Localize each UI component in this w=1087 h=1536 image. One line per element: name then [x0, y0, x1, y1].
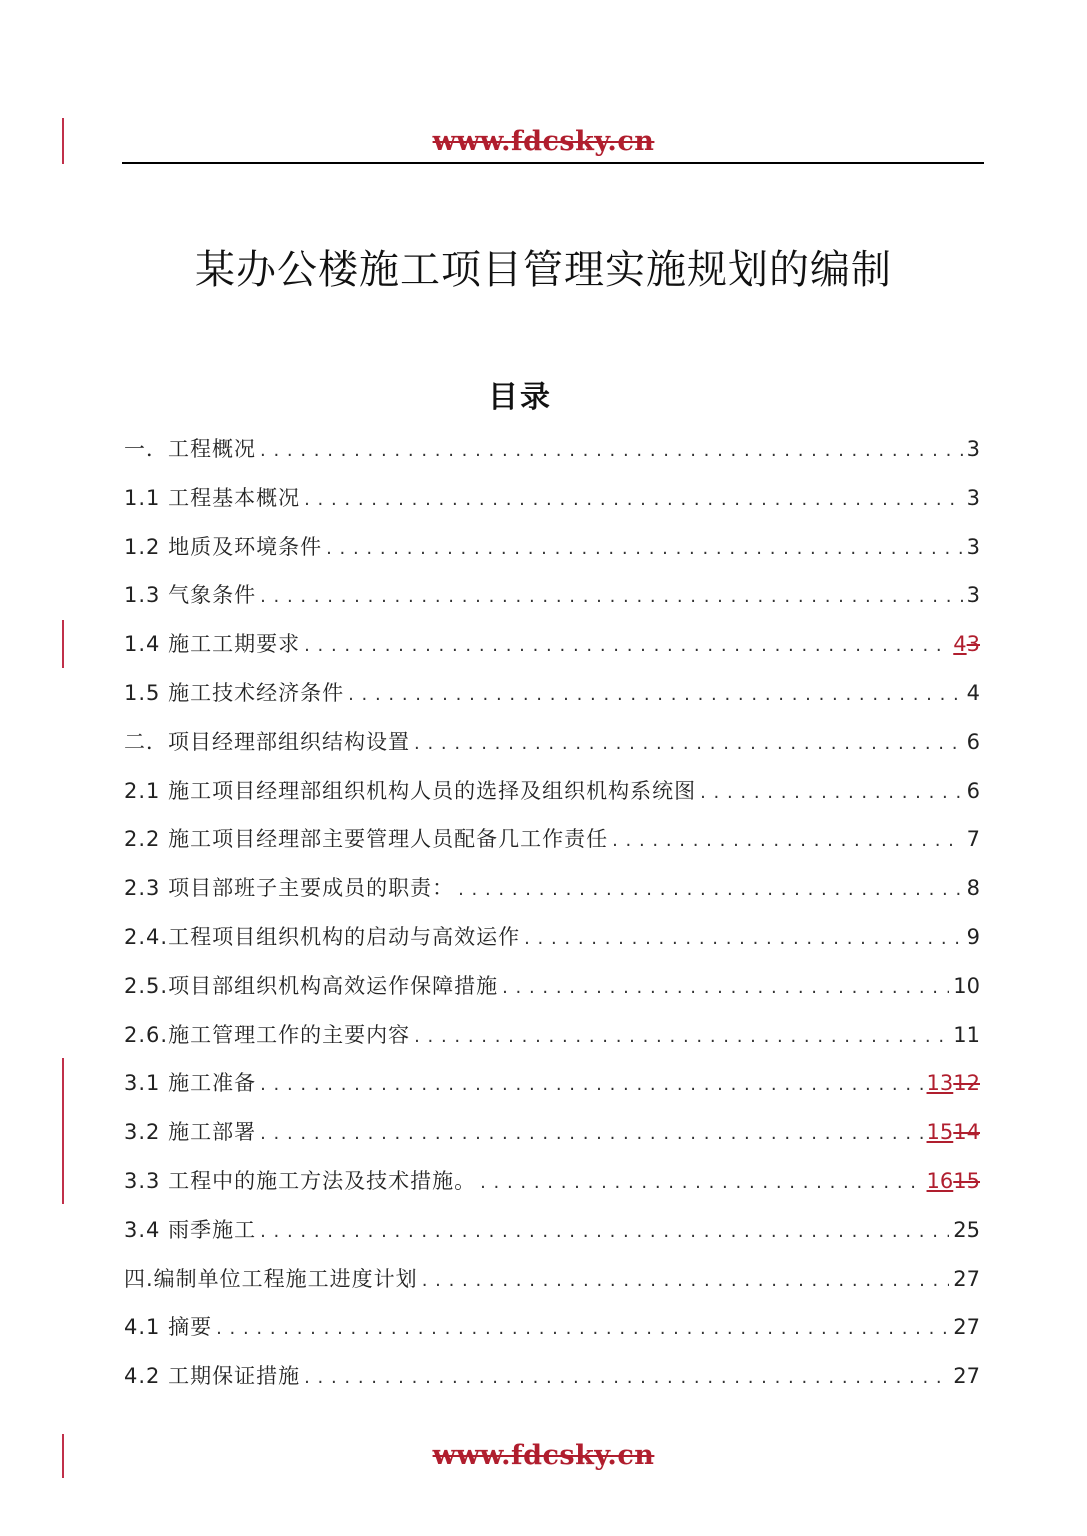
toc-entry[interactable]: [124, 425, 980, 474]
header-site-link[interactable]: www.fdcsky.cn: [432, 126, 655, 157]
footer-site-link[interactable]: www.fdcsky.cn: [432, 1440, 655, 1471]
inserted-page-number: 15: [926, 1120, 954, 1145]
toc-entry-label: 4.1 摘要: [124, 1315, 213, 1340]
toc-heading: 目录: [488, 380, 552, 415]
toc-entry[interactable]: [124, 767, 980, 816]
toc-page-number: [927, 1108, 980, 1157]
deleted-page-number: 12: [953, 1071, 980, 1096]
toc-dot-leader: [502, 964, 949, 1013]
toc-entry-label: 3.3 工程中的施工方法及技术措施。: [124, 1168, 477, 1193]
header-rule: [122, 162, 984, 164]
toc-page-number: 3: [966, 437, 980, 461]
toc-entry-label: 二．项目经理部组织结构设置: [124, 729, 410, 754]
toc-dot-leader: [422, 1257, 950, 1306]
toc-dot-leader: [348, 671, 963, 720]
toc-entry[interactable]: [124, 1206, 980, 1255]
toc-dot-leader: [700, 769, 963, 818]
toc-dot-leader: [414, 1013, 949, 1062]
toc-entry[interactable]: [124, 815, 980, 864]
toc-entry-label: 2.5.项目部组织机构高效运作保障措施: [124, 973, 499, 998]
toc-dot-leader: [458, 866, 963, 915]
toc-dot-leader: [414, 720, 963, 769]
toc-page-number: [927, 1059, 980, 1108]
toc-page-number: 27: [953, 1315, 980, 1340]
toc-entry[interactable]: [124, 962, 980, 1011]
toc-page-number: 7: [966, 827, 980, 852]
toc-dot-leader: [304, 476, 963, 525]
toc-page-number: [953, 620, 980, 669]
toc-entry-label: 3.2 施工部署: [124, 1120, 257, 1145]
toc-entry-label: 2.4.工程项目组织机构的启动与高效运作: [124, 924, 521, 949]
toc-page-number: 27: [953, 1364, 980, 1389]
revision-bar-3-x: [62, 1058, 64, 1204]
toc-entry[interactable]: [124, 571, 980, 620]
toc-page-number: 10: [953, 973, 980, 998]
toc-dot-leader: [480, 1159, 922, 1208]
toc-entry-label: 1.2 地质及环境条件: [124, 534, 323, 559]
deleted-page-number: 3: [966, 632, 980, 657]
toc-entry[interactable]: [124, 620, 980, 669]
toc-dot-leader: [326, 525, 963, 574]
table-of-contents: [124, 425, 980, 1401]
toc-entry[interactable]: [124, 1255, 980, 1304]
toc-page-number: 27: [953, 1266, 980, 1291]
toc-dot-leader: [260, 1061, 922, 1110]
toc-dot-leader: [216, 1305, 949, 1354]
toc-entry-label: 3.1 施工准备: [124, 1071, 257, 1096]
toc-entry-label: 1.3 气象条件: [124, 583, 257, 608]
toc-entry[interactable]: [124, 669, 980, 718]
toc-page-number: 3: [966, 534, 980, 559]
toc-entry[interactable]: [124, 864, 980, 913]
toc-dot-leader: [260, 573, 963, 622]
toc-entry-label: 1.5 施工技术经济条件: [124, 680, 345, 705]
toc-page-number: 11: [953, 1022, 980, 1047]
toc-dot-leader: [524, 915, 963, 964]
toc-entry[interactable]: [124, 718, 980, 767]
deleted-page-number: 15: [953, 1168, 980, 1193]
toc-entry[interactable]: [124, 1303, 980, 1352]
deleted-page-number: 14: [953, 1120, 980, 1145]
toc-page-number: 9: [966, 924, 980, 949]
toc-page-number: 25: [953, 1217, 980, 1242]
toc-page-number: 6: [966, 778, 980, 803]
toc-entry[interactable]: [124, 1108, 980, 1157]
toc-dot-leader: [260, 1208, 949, 1257]
toc-page-number: 3: [966, 485, 980, 510]
inserted-page-number: 13: [926, 1071, 954, 1096]
revision-bar-1-4: [62, 620, 64, 668]
toc-entry-label: 2.2 施工项目经理部主要管理人员配备几工作责任: [124, 827, 609, 852]
toc-entry-label: 4.2 工期保证措施: [124, 1364, 301, 1389]
toc-entry-label: 3.4 雨季施工: [124, 1217, 257, 1242]
toc-page-number: 4: [966, 680, 980, 705]
toc-entry[interactable]: [124, 1352, 980, 1401]
toc-entry[interactable]: [124, 1059, 980, 1108]
toc-entry-label: 四.编制单位工程施工进度计划: [124, 1266, 418, 1291]
toc-entry-label: 2.6.施工管理工作的主要内容: [124, 1022, 411, 1047]
toc-page-number: 3: [966, 583, 980, 608]
toc-dot-leader: [304, 1354, 949, 1403]
toc-page-number: 8: [966, 876, 980, 901]
toc-entry-label: 2.1 施工项目经理部组织机构人员的选择及组织机构系统图: [124, 778, 697, 803]
toc-dot-leader: [260, 427, 963, 476]
toc-entry[interactable]: [124, 1011, 980, 1060]
toc-page-number: [927, 1157, 980, 1206]
toc-entry-label: 2.3 项目部班子主要成员的职责：: [124, 876, 455, 901]
toc-entry-label: 1.1 工程基本概况: [124, 485, 301, 510]
toc-entry-label: 一．工程概况: [124, 437, 256, 461]
toc-entry-label: 1.4 施工工期要求: [124, 632, 301, 657]
toc-page-number: 6: [966, 729, 980, 754]
toc-dot-leader: [612, 817, 963, 866]
toc-entry[interactable]: [124, 523, 980, 572]
document-title: 某办公楼施工项目管理实施规划的编制: [195, 247, 892, 293]
inserted-page-number: 4: [953, 632, 967, 657]
toc-entry[interactable]: [124, 913, 980, 962]
inserted-page-number: 16: [926, 1168, 954, 1193]
toc-entry[interactable]: [124, 474, 980, 523]
toc-dot-leader: [260, 1110, 922, 1159]
toc-dot-leader: [304, 622, 949, 671]
toc-entry[interactable]: [124, 1157, 980, 1206]
